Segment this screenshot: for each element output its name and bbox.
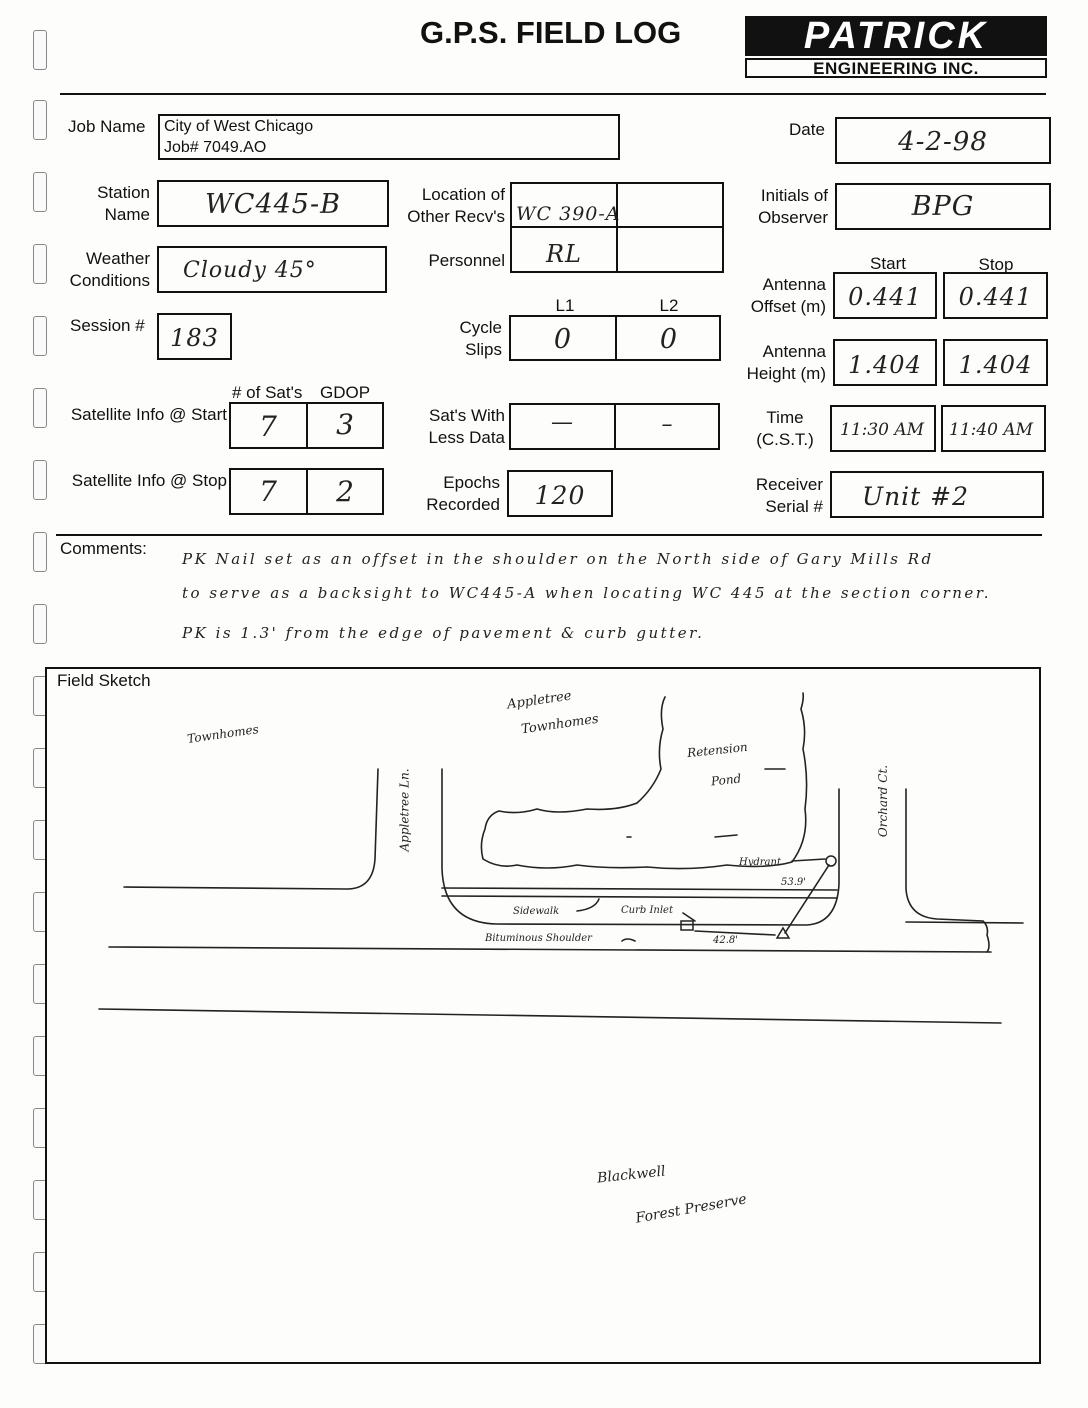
personnel-label: Personnel	[428, 251, 505, 270]
cycle-slips-l1-value[interactable]: 0	[553, 324, 573, 355]
orchard-ct-label: Orchard Ct.	[876, 764, 891, 838]
time-stop-field[interactable]	[941, 405, 1046, 452]
time-start-value: 11:30 AM	[840, 420, 925, 440]
comment-line: to serve as a backsight to WC445-A when locating WC 445 at the section corner.	[182, 584, 992, 602]
bituminous-leader	[622, 939, 635, 941]
antenna-height-stop-field[interactable]	[943, 339, 1048, 386]
session-value: 183	[170, 324, 219, 352]
road-centerline	[99, 1009, 1001, 1023]
time-start-field[interactable]	[830, 405, 936, 452]
start-sats-value[interactable]: 7	[259, 410, 278, 443]
stop-gdop-value[interactable]: 2	[336, 475, 355, 508]
epochs-label-1: Epochs	[443, 473, 500, 492]
page-title: G.P.S. FIELD LOG	[420, 15, 682, 50]
grid-divider	[510, 226, 724, 228]
job-number-value: Job# 7049.AO	[164, 139, 267, 156]
comment-line: PK Nail set as an offset in the shoulder on the North side of Gary Mills Rd	[182, 550, 934, 568]
station-name-value: WC445-B	[205, 189, 341, 220]
cycle-slips-label-1: Cycle	[459, 318, 502, 337]
antenna-offset-stop-value: 0.441	[958, 283, 1033, 311]
start-gdop-value[interactable]: 3	[336, 408, 355, 441]
station-label-1: Station	[97, 183, 150, 202]
epochs-value: 120	[534, 481, 586, 510]
epochs-label-2: Recorded	[426, 495, 500, 514]
receiver-serial-field[interactable]	[830, 471, 1044, 518]
curb-inlet-label: Curb Inlet	[621, 905, 673, 916]
cycle-slips-label-2: Slips	[465, 340, 502, 359]
job-name-value: City of West Chicago	[164, 118, 314, 135]
receiver-label-1: Receiver	[755, 475, 823, 494]
session-field[interactable]	[157, 313, 232, 360]
inlet-distance-label: 42.8'	[713, 935, 739, 946]
comments-divider	[56, 534, 1042, 536]
l1-header: L1	[555, 296, 575, 315]
initials-field[interactable]	[835, 183, 1051, 230]
session-label: Session #	[70, 316, 145, 335]
binder-hole	[33, 244, 47, 284]
num-sats-header: # of Sat's	[232, 383, 303, 402]
appletree-townhomes-label-1: Appletree	[506, 688, 573, 713]
binder-hole	[33, 172, 47, 212]
weather-field[interactable]	[157, 246, 387, 293]
binder-hole	[33, 460, 47, 500]
sats-less-data-l1-value[interactable]: —	[551, 410, 574, 435]
antenna-offset-stop-field[interactable]	[943, 272, 1048, 319]
antenna-offset-label-1: Antenna	[762, 275, 826, 294]
antenna-height-stop-value: 1.404	[958, 351, 1033, 379]
weather-label-2: Conditions	[69, 271, 150, 290]
initials-label-2: Observer	[758, 208, 828, 227]
company-logo-subtitle: ENGINEERING INC.	[745, 58, 1047, 78]
townhomes-left-label: Townhomes	[186, 722, 260, 746]
pond-mark	[715, 835, 737, 837]
date-label: Date	[789, 120, 825, 139]
appletree-ln-west-edge	[124, 769, 378, 889]
receiver-label-2: Serial #	[765, 497, 823, 516]
initials-label-1: Initials of	[760, 186, 828, 205]
bituminous-shoulder-label: Bituminous Shoulder	[485, 933, 592, 944]
sidewalk-line	[442, 888, 837, 890]
field-sketch-area	[45, 667, 1041, 1364]
forest-preserve-label: Forest Preserve	[634, 1191, 748, 1227]
hydrant-icon	[826, 856, 836, 866]
road-edge-line	[109, 947, 991, 952]
job-name-label: Job Name	[68, 117, 146, 136]
sats-less-data-label-2: Less Data	[428, 428, 505, 447]
antenna-height-start-value: 1.404	[848, 351, 922, 379]
receiver-serial-value: Unit #2	[862, 482, 970, 511]
location-label-2: Other Recv's	[407, 207, 505, 226]
personnel-value[interactable]: RL	[545, 240, 582, 268]
weather-value: Cloudy 45°	[183, 258, 317, 283]
field-sketch-label: Field Sketch	[57, 671, 151, 690]
station-name-field[interactable]	[157, 180, 389, 227]
gdop-header: GDOP	[320, 383, 371, 402]
binder-hole	[33, 532, 47, 572]
time-stop-value: 11:40 AM	[949, 420, 1034, 440]
hydrant-distance-line	[785, 865, 829, 933]
location-label-1: Location of	[421, 185, 505, 204]
comments-label: Comments:	[60, 539, 147, 558]
binder-hole	[33, 100, 47, 140]
initials-value: BPG	[911, 191, 975, 222]
binder-hole	[33, 604, 47, 644]
sats-less-data-label-1: Sat's With	[429, 406, 505, 425]
time-label-1: Time	[766, 408, 804, 427]
hydrant-label: Hydrant	[739, 857, 781, 868]
retention-pond-outline	[481, 693, 806, 869]
appletree-townhomes-label-2: Townhomes	[520, 711, 600, 738]
sidewalk-label: Sidewalk	[513, 906, 560, 917]
orchard-ct-north-edge	[906, 922, 1023, 923]
weather-label-1: Weather	[86, 249, 150, 268]
job-name-field[interactable]	[158, 114, 620, 160]
antenna-offset-start-field[interactable]	[833, 272, 937, 319]
antenna-height-start-field[interactable]	[833, 339, 937, 386]
header-divider	[60, 93, 1046, 95]
sidewalk-leader	[577, 899, 599, 911]
company-logo: PATRICK	[745, 16, 1047, 56]
sat-info-start-label: Satellite Info @ Start	[70, 405, 227, 424]
time-label-2: (C.S.T.)	[756, 430, 814, 449]
orchard-ct-east-edge	[906, 789, 989, 952]
antenna-height-label-2: Height (m)	[746, 364, 826, 383]
stop-header: Stop	[978, 255, 1014, 274]
binder-hole	[33, 316, 47, 356]
epochs-field[interactable]	[507, 470, 613, 517]
retention-pond-label-2: Pond	[710, 771, 742, 789]
hydrant-distance-label: 53.9'	[781, 877, 807, 888]
start-header: Start	[870, 254, 906, 273]
appletree-ln-east-edge	[442, 769, 839, 925]
stop-sats-value[interactable]: 7	[259, 475, 278, 508]
field-sketch-drawing	[47, 669, 1039, 1362]
date-field[interactable]	[835, 117, 1051, 164]
station-label-2: Name	[104, 205, 150, 224]
l2-header: L2	[659, 296, 679, 315]
binder-hole	[33, 388, 47, 428]
retention-pond-label-1: Retension	[686, 739, 749, 761]
cycle-slips-l2-value[interactable]: 0	[659, 324, 679, 355]
sat-info-stop-label: Satellite Info @ Stop	[71, 471, 227, 490]
hydrant-leader	[792, 859, 825, 861]
date-value: 4-2-98	[898, 127, 988, 157]
binder-hole	[33, 30, 47, 70]
curb-inlet-icon	[681, 921, 693, 930]
antenna-offset-label-2: Offset (m)	[750, 297, 826, 316]
sidewalk-line	[442, 896, 837, 898]
antenna-offset-start-value: 0.441	[848, 283, 922, 311]
other-receiver-value[interactable]: WC 390-A	[516, 203, 621, 225]
curb-inlet-leader	[683, 913, 695, 921]
blackwell-label: Blackwell	[596, 1163, 667, 1187]
antenna-height-label-1: Antenna	[762, 342, 826, 361]
sats-less-data-l2-value[interactable]: –	[661, 412, 674, 437]
appletree-ln-label: Appletree Ln.	[397, 768, 412, 852]
comment-line: PK is 1.3' from the edge of pavement & curb gutter.	[182, 624, 705, 642]
